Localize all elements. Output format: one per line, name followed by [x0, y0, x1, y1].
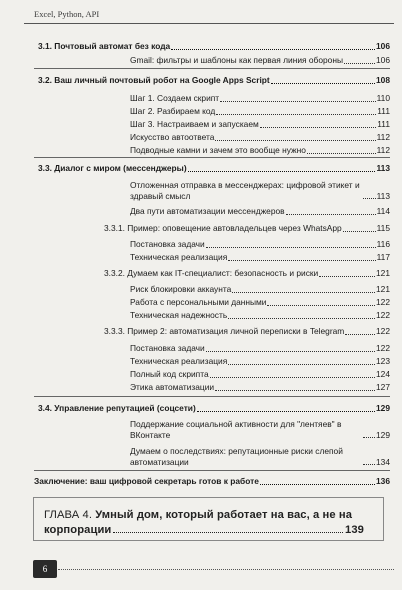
toc-entry-consequences[interactable] — [130, 446, 390, 467]
toc-entry-page: 122 — [376, 310, 390, 320]
leader-dots — [363, 437, 375, 438]
leader-dots — [345, 334, 375, 335]
toc-entry-page: 123 — [376, 356, 390, 366]
leader-dots — [260, 484, 375, 485]
toc-entry-step-3[interactable] — [130, 119, 390, 130]
leader-dots — [228, 318, 375, 319]
toc-entry-title: 3.3.2. Думаем как IT-специалист: безопасность и риски — [104, 268, 319, 278]
toc-entry-title: Два пути автоматизации мессенджеров — [130, 206, 285, 216]
toc-entry-risk[interactable] — [130, 284, 390, 295]
toc-entry-page: 124 — [376, 369, 390, 379]
toc-entry-page: 127 — [376, 382, 390, 392]
leader-dots — [188, 171, 376, 172]
leader-dots — [215, 140, 375, 141]
toc-entry-delayed[interactable] — [130, 180, 390, 201]
toc-entry-3-3-2[interactable] — [104, 268, 390, 279]
toc-entry-title: Шаг 1. Создаем скрипт — [130, 93, 220, 103]
toc-entry-pitfalls[interactable] — [130, 145, 390, 156]
leader-dots — [220, 101, 376, 102]
chapter-title-line-1 — [44, 509, 352, 521]
toc-entry-3-3[interactable] — [38, 163, 390, 174]
toc-entry-page: 113 — [376, 190, 390, 201]
toc-entry-step-2[interactable] — [130, 106, 390, 117]
toc-entry-title: 3.1. Почтовый автомат без кода — [38, 41, 171, 51]
toc-entry-vk[interactable] — [130, 419, 390, 440]
toc-entry-conclusion[interactable] — [34, 476, 390, 487]
leader-dots — [197, 411, 375, 412]
footer-dotted-rule — [58, 569, 394, 570]
toc-entry-3-3-1[interactable] — [104, 223, 390, 234]
toc-entry-title: Шаг 2. Разбираем код — [130, 106, 216, 116]
toc-entry-title: Постановка задачи — [130, 343, 205, 353]
toc-entry-page: 117 — [376, 252, 390, 262]
toc-entry-page: 134 — [376, 456, 390, 467]
toc-entry-title: Отложенная отправка в мессенджерах: цифровой этикет и здравый смысл — [130, 180, 360, 201]
leader-dots — [286, 214, 376, 215]
chapter-title: Умный дом, который работает на вас, а не на — [95, 509, 353, 521]
leader-dots — [232, 292, 375, 293]
leader-dots — [267, 305, 375, 306]
section-divider — [34, 470, 390, 471]
chapter-label: ГЛАВА 4. — [44, 509, 93, 521]
toc-entry-title: Этика автоматизации — [130, 382, 215, 392]
leader-dots — [228, 364, 375, 365]
toc-entry-title: 3.2. Ваш личный почтовый робот на Google Apps Script — [38, 75, 270, 85]
toc-entry-title: Техническая реализация — [130, 356, 228, 366]
chapter-title-continued: корпорации — [44, 524, 112, 536]
toc-entry-personal-data[interactable] — [130, 297, 390, 308]
toc-entry-title: Постановка задачи — [130, 239, 205, 249]
toc-entry-page: 122 — [376, 343, 390, 353]
toc-entry-title: Gmail: фильтры и шаблоны как первая линия обороны — [130, 55, 343, 65]
leader-dots — [260, 127, 377, 128]
page-number: 6 — [33, 560, 57, 578]
toc-entry-task-1[interactable] — [130, 239, 390, 250]
chapter-4-entry[interactable] — [33, 497, 384, 541]
toc-entry-autoreply[interactable] — [130, 132, 390, 143]
toc-entry-page: 114 — [376, 206, 390, 216]
toc-entry-3-2[interactable] — [38, 75, 390, 86]
toc-entry-title: Искусство автоответа — [130, 132, 215, 142]
toc-entry-title: Работа с персональными данными — [130, 297, 267, 307]
leader-dots — [171, 49, 375, 50]
toc-entry-ethics[interactable] — [130, 382, 390, 393]
toc-entry-page: 106 — [376, 41, 390, 51]
toc-entry-3-4[interactable] — [38, 403, 390, 414]
toc-entry-title: Техническая реализация — [130, 252, 228, 262]
toc-entry-title: Полный код скрипта — [130, 369, 209, 379]
toc-entry-impl-1[interactable] — [130, 252, 390, 263]
chapter-title-line-2 — [44, 524, 364, 536]
toc-entry-page: 129 — [376, 429, 390, 440]
leader-dots — [363, 464, 375, 465]
leader-dots — [307, 153, 376, 154]
toc-entry-impl-2[interactable] — [130, 356, 390, 367]
toc-entry-page: 111 — [377, 119, 390, 129]
toc-entry-title: 3.3.1. Пример: оповещение автовладельцев через WhatsApp — [104, 223, 342, 233]
leader-dots — [206, 247, 376, 248]
section-divider — [34, 396, 390, 397]
toc-entry-page: 121 — [376, 284, 390, 294]
toc-entry-title: Думаем о последствиях: репутационные риски слепой автоматизации — [130, 446, 343, 467]
toc-entry-step-1[interactable] — [130, 93, 390, 104]
leader-dots — [343, 231, 376, 232]
toc-entry-gmail[interactable] — [130, 55, 390, 66]
toc-entry-reliability[interactable] — [130, 310, 390, 321]
running-title: Excel, Python, API — [34, 9, 100, 19]
leader-dots — [363, 198, 376, 199]
toc-entry-page: 112 — [376, 132, 390, 142]
toc-entry-page: 116 — [376, 239, 390, 249]
toc-entry-title: 3.4. Управление репутацией (соцсети) — [38, 403, 196, 413]
toc-entry-title: Заключение: ваш цифровой секретарь готов к работе — [34, 476, 259, 486]
toc-entry-task-2[interactable] — [130, 343, 390, 354]
toc-entry-title: 3.3.3. Пример 2: автоматизация личной переписки в Telegram — [104, 326, 345, 336]
leader-dots — [216, 114, 376, 115]
section-divider — [34, 68, 390, 69]
toc-entry-title: Техническая надежность — [130, 310, 228, 320]
toc-entry-title: Риск блокировки аккаунта — [130, 284, 232, 294]
toc-entry-page: 129 — [376, 403, 390, 413]
toc-entry-page: 113 — [376, 163, 390, 173]
toc-entry-page: 110 — [376, 93, 390, 103]
toc-entry-title: 3.3. Диалог с миром (мессенджеры) — [38, 163, 187, 173]
toc-entry-page: 112 — [376, 145, 390, 155]
section-divider — [34, 157, 390, 158]
toc-entry-title: Поддержание социальной активности для "лентяев" в ВКонтакте — [130, 419, 342, 440]
leader-dots — [215, 390, 375, 391]
leader-dots — [228, 260, 375, 261]
toc-entry-page: 122 — [376, 297, 390, 307]
toc-entry-page: 106 — [376, 55, 390, 65]
toc-entry-3-3-3[interactable] — [104, 326, 390, 337]
leader-dots — [113, 532, 343, 533]
toc-entry-page: 115 — [376, 223, 390, 233]
toc-entry-page: 136 — [376, 476, 390, 486]
toc-entry-page: 111 — [377, 106, 390, 116]
toc-entry-page: 108 — [376, 75, 390, 85]
toc-entry-page: 121 — [376, 268, 390, 278]
leader-dots — [206, 351, 375, 352]
toc-entry-page: 122 — [376, 326, 390, 336]
toc-entry-3-1[interactable] — [38, 41, 390, 52]
toc-entry-full-code[interactable] — [130, 369, 390, 380]
chapter-page: 139 — [345, 524, 364, 536]
toc-entry-title: Подводные камни и зачем это вообще нужно — [130, 145, 306, 155]
leader-dots — [344, 63, 375, 64]
leader-dots — [271, 83, 375, 84]
leader-dots — [319, 276, 375, 277]
toc-entry-title: Шаг 3. Настраиваем и запускаем — [130, 119, 259, 129]
toc-entry-two-ways[interactable] — [130, 206, 390, 217]
leader-dots — [210, 377, 375, 378]
